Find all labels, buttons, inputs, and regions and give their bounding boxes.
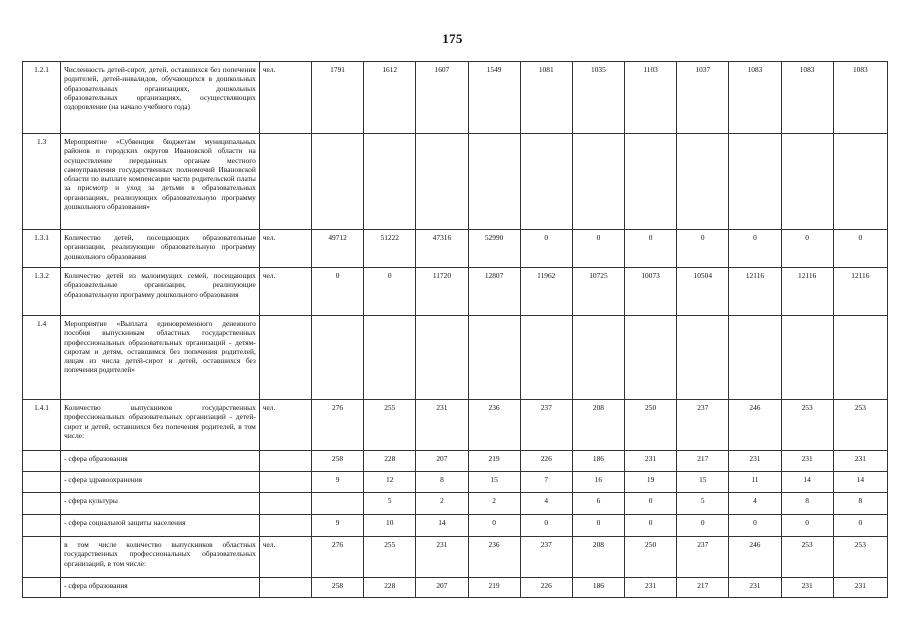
row-value: 231 [729,578,781,598]
row-unit [259,451,311,472]
row-unit: чел. [259,230,311,268]
row-value: 6 [572,493,624,515]
row-value: 10725 [572,268,624,316]
row-value: 1791 [311,62,363,134]
row-number [23,451,61,472]
row-value: 5 [677,493,729,515]
row-value: 11720 [416,268,468,316]
row-number [23,578,61,598]
row-number: 1.4 [23,316,61,400]
row-description: - сфера образования [61,578,260,598]
row-value: 255 [364,537,416,578]
row-value: 250 [625,537,677,578]
row-value: 253 [781,537,833,578]
row-value [416,134,468,230]
row-number: 1.3.2 [23,268,61,316]
table-row [23,268,888,316]
row-value: 208 [572,400,624,451]
row-value [625,134,677,230]
row-description: Количество выпускников государственных профессиональных образовательных организаций - детей-сирот и детей, оставшихся без попечения родителей, в том числе: [61,400,260,451]
row-value: 255 [364,400,416,451]
row-value: 8 [781,493,833,515]
row-value [729,134,781,230]
row-value: 236 [468,537,520,578]
row-number: 1.3 [23,134,61,230]
row-value: 0 [625,515,677,537]
row-value: 217 [677,451,729,472]
row-value [572,316,624,400]
table-row [23,537,888,578]
row-value: 19 [625,472,677,493]
row-value: 276 [311,537,363,578]
row-description: - сфера социальной защиты населения [61,515,260,537]
row-description: - сфера здравоохранения [61,472,260,493]
row-value: 0 [520,515,572,537]
row-value [677,134,729,230]
row-value: 10504 [677,268,729,316]
row-value: 253 [833,400,887,451]
row-value [311,316,363,400]
row-value: 2 [416,493,468,515]
row-value: 207 [416,578,468,598]
row-value: 226 [520,451,572,472]
row-value: 1037 [677,62,729,134]
row-value [833,316,887,400]
row-unit [259,316,311,400]
row-value: 0 [468,515,520,537]
row-number: 1.3.1 [23,230,61,268]
row-unit [259,578,311,598]
row-value: 1103 [625,62,677,134]
row-value [833,134,887,230]
row-value [572,134,624,230]
table-row [23,400,888,451]
row-value: 0 [833,515,887,537]
row-value [625,316,677,400]
table-row [23,493,888,515]
row-value: 51222 [364,230,416,268]
row-number [23,493,61,515]
table-row [23,515,888,537]
row-value: 228 [364,451,416,472]
row-value: 10073 [625,268,677,316]
row-value: 228 [364,578,416,598]
row-value [729,316,781,400]
row-value: 217 [677,578,729,598]
row-value: 0 [729,230,781,268]
table-row [23,62,888,134]
row-value: 8 [416,472,468,493]
row-value: 253 [833,537,887,578]
row-value: 1081 [520,62,572,134]
row-value: 12116 [781,268,833,316]
row-value: 226 [520,578,572,598]
row-value: 14 [833,472,887,493]
table-row [23,316,888,400]
row-value [364,134,416,230]
row-value: 1083 [729,62,781,134]
row-unit: чел. [259,537,311,578]
row-value: 219 [468,451,520,472]
row-value: 246 [729,400,781,451]
row-value: 16 [572,472,624,493]
row-description: Численность детей-сирот, детей, оставшихся без попечения родителей, детей-инвалидов, обучающихся в дошкольных образовательных организациях, дошкольных образовательных организациях, осуществляющих оздоровление (на начало учебного года) [61,62,260,134]
row-value: 14 [416,515,468,537]
table-row [23,578,888,598]
row-value: 1083 [781,62,833,134]
row-value: 49712 [311,230,363,268]
row-value [520,134,572,230]
row-description: Количество детей, посещающих образовательные организации, реализующие образовательную программу дошкольного образования [61,230,260,268]
row-value: 276 [311,400,363,451]
row-value: 8 [833,493,887,515]
row-value: 9 [311,472,363,493]
row-value: 10 [364,515,416,537]
row-value [311,134,363,230]
table-body [23,62,888,598]
row-value: 0 [364,268,416,316]
row-value: 11 [729,472,781,493]
row-value: 11962 [520,268,572,316]
row-value: 186 [572,578,624,598]
row-value: 231 [625,578,677,598]
row-value: 231 [625,451,677,472]
row-value: 231 [781,451,833,472]
row-value: 9 [311,515,363,537]
row-value: 15 [468,472,520,493]
row-value: 231 [781,578,833,598]
row-number [23,515,61,537]
row-value: 52990 [468,230,520,268]
row-number: 1.4.1 [23,400,61,451]
row-number [23,472,61,493]
row-value: 186 [572,451,624,472]
row-value: 237 [677,537,729,578]
table-row [23,230,888,268]
row-value: 207 [416,451,468,472]
row-value [468,316,520,400]
row-value: 231 [833,578,887,598]
row-number [23,537,61,578]
row-value: 0 [572,230,624,268]
row-value: 0 [625,493,677,515]
row-value: 236 [468,400,520,451]
row-unit [259,134,311,230]
row-number: 1.2.1 [23,62,61,134]
row-unit [259,493,311,515]
row-value: 231 [729,451,781,472]
row-value: 0 [572,515,624,537]
row-value [468,134,520,230]
row-value: 258 [311,578,363,598]
row-value: 1035 [572,62,624,134]
row-unit [259,472,311,493]
row-value: 12 [364,472,416,493]
row-value: 258 [311,451,363,472]
table-row [23,472,888,493]
row-value: 5 [364,493,416,515]
row-value: 0 [729,515,781,537]
row-value: 7 [520,472,572,493]
row-value: 0 [625,230,677,268]
row-value: 219 [468,578,520,598]
row-value: 0 [677,515,729,537]
row-value: 12116 [729,268,781,316]
row-value: 0 [520,230,572,268]
row-unit: чел. [259,62,311,134]
row-value: 0 [781,230,833,268]
row-value: 208 [572,537,624,578]
row-value: 0 [833,230,887,268]
row-value: 246 [729,537,781,578]
row-value: 0 [677,230,729,268]
row-value [311,493,363,515]
row-value: 4 [520,493,572,515]
row-value [781,316,833,400]
row-value: 1612 [364,62,416,134]
indicators-table [22,61,888,598]
row-value: 231 [416,537,468,578]
row-value: 14 [781,472,833,493]
row-value [781,134,833,230]
row-value: 250 [625,400,677,451]
row-value: 4 [729,493,781,515]
row-description: Мероприятие «Субвенция бюджетам муниципальных районов и городских округов Ивановской области на осуществление переданных органам местного самоуправления государственных полномочий Ивановской области по выплате компенсации части родительской платы за присмотр и уход за детьми в образовательных организациях, реализующих образовательную программу дошкольного образования» [61,134,260,230]
row-description: в том числе количество выпускников областных государственных профессиональных образовательных организаций, в том числе: [61,537,260,578]
row-value: 2 [468,493,520,515]
row-unit [259,515,311,537]
row-value: 231 [833,451,887,472]
row-value: 237 [520,537,572,578]
row-value: 1083 [833,62,887,134]
row-value: 1607 [416,62,468,134]
table-row [23,134,888,230]
row-description: Количество детей из малоимущих семей, посещающих образовательные организации, реализующие образовательную программу дошкольного образования [61,268,260,316]
row-value [416,316,468,400]
row-value: 237 [520,400,572,451]
row-value: 0 [781,515,833,537]
row-value: 1549 [468,62,520,134]
row-description: Мероприятие «Выплата единовременного денежного пособия выпускникам областных государственных профессиональных образовательных организаций - детям-сиротам и детям, оставшимся без попечения родителей, лицам из числа детей-сирот и детей, оставшихся без попечения родителей» [61,316,260,400]
row-value: 47316 [416,230,468,268]
page-number: 175 [442,31,463,46]
row-value: 12807 [468,268,520,316]
table-row [23,451,888,472]
row-unit: чел. [259,400,311,451]
row-value [364,316,416,400]
row-value: 0 [311,268,363,316]
row-value [677,316,729,400]
row-value [520,316,572,400]
row-description: - сфера образования [61,451,260,472]
row-value: 12116 [833,268,887,316]
row-value: 237 [677,400,729,451]
row-description: - сфера культуры [61,493,260,515]
row-value: 15 [677,472,729,493]
row-unit: чел. [259,268,311,316]
row-value: 231 [416,400,468,451]
row-value: 253 [781,400,833,451]
